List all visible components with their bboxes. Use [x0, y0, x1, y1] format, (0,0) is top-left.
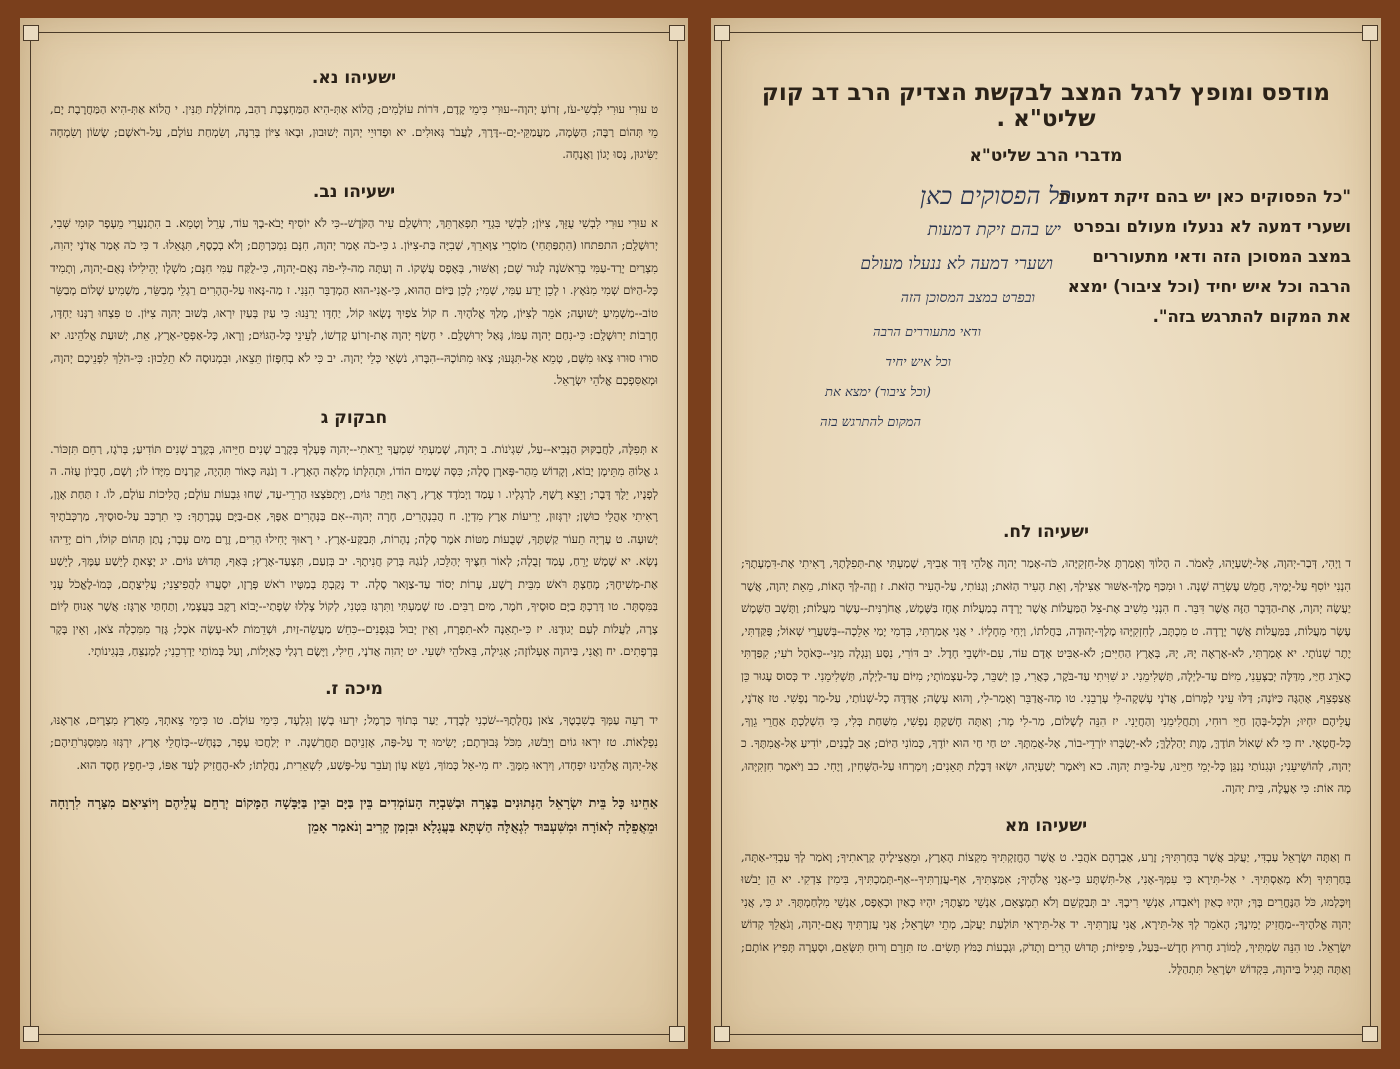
left-page	[20, 18, 688, 1049]
handwritten-line: יש בהם זיקת דמעות	[927, 220, 1061, 240]
border-corner	[1362, 25, 1378, 41]
border-corner	[23, 1026, 39, 1042]
handwritten-line: וכל איש יחיד	[885, 355, 951, 370]
handwritten-line: ודאי מתעוררים הרבה	[872, 325, 981, 340]
section-heading: ישעיהו לח.	[1002, 522, 1090, 542]
border-corner	[669, 1026, 685, 1042]
handwritten-line: (וכל ציבור) ימצא את	[825, 385, 931, 400]
border-corner	[1362, 1026, 1378, 1042]
rabbi-quote: "כל הפסוקים כאן יש בהם זיקת דמעות ושערי דמעה לא ננעלו מעולם ובפרט במצב המסוכן הזה ודאי מתעוררים הרבה וכל איש יחיד (וכל ציבור) ימצא את המקום להתרגש בזה".	[1059, 187, 1351, 326]
left-page-content	[50, 68, 658, 1019]
section-heading: חבקוק ג	[320, 407, 388, 428]
closing-prayer: אַחֵינוּ כָּל בֵּית יִשְׂרָאֵל הַנְּתוּנִים בַּצָּרָה וּבַשִּׁבְיָה הָעוֹמְדִים בֵּין בַּיָּם וּבֵין בַּיַּבָּשָׁה הַמָּקוֹם יְרַחֵם עֲלֵיהֶם וְיוֹצִיאֵם מִצָּרָה לִרְוָחָה וּמֵאֲפֵלָה לְאוֹרָה וּמִשִּׁעְבּוּד לִגְאֻלָּה הַשְׁתָּא בַּעֲגָלָא וּבִזְמַן קָרִיב וְנֹאמַר אָמֵן	[50, 796, 658, 835]
right-page	[711, 18, 1381, 1049]
handwritten-line: כל הפסוקים כאן	[919, 182, 1071, 210]
right-page-content	[741, 58, 1351, 1019]
quote-block	[741, 182, 1351, 482]
handwritten-note	[781, 182, 1071, 472]
section-text: ט עוּרִי עוּרִי לִבְשִׁי-עֹז, זְרוֹעַ יְהוָה--עוּרִי כִּימֵי קֶדֶם, דֹּרוֹת עוֹלָמִים; הֲלוֹא אַתְּ-הִיא הַמַּחְצֶבֶת רַהַב, מְחוֹלֶלֶת תַּנִּין. י הֲלוֹא אַתְּ-הִיא הַמַּחֲרֶבֶת יָם, מֵי תְּהוֹם רַבָּה; הַשָּׂמָה, מַעֲמַקֵּי-יָם--דֶּרֶךְ, לַעֲבֹר גְּאוּלִים. יא וּפְדוּיֵי יְהוָה יְשׁוּבוּן, וּבָאוּ צִיּוֹן בְּרִנָּה, וְשִׂמְחַת עוֹלָם, עַל-רֹאשָׁם; שָׂשׂוֹן וְשִׂמְחָה יַשִּׂיגוּן, נָסוּ יָגוֹן וַאֲנָחָה.	[50, 102, 658, 161]
border-corner	[23, 25, 39, 41]
page-title: מודפס ומופץ לרגל המצב לבקשת הצדיק הרב דב קוק שליט"א .	[761, 80, 1331, 132]
section-heading: ישעיהו מא	[1004, 815, 1088, 836]
section-text: יד רְעֵה עַמְּךָ בְשִׁבְטֶךָ, צֹאן נַחֲלָתֶךָ--שֹׁכְנִי לְבָדָד, יַעַר בְּתוֹךְ כַּרְמֶל; יִרְעוּ בָשָׁן וְגִלְעָד, כִּימֵי עוֹלָם. טו כִּימֵי צֵאתְךָ, מֵאֶרֶץ מִצְרָיִם, אַרְאֶנּוּ, נִפְלָאוֹת. טז יִרְאוּ גוֹיִם וְיֵבֹשׁוּ, מִכֹּל גְּבוּרָתָם; יָשִׂימוּ יָד עַל-פֶּה, אָזְנֵיהֶם תֶּחֱרַשְׁנָה. יז יְלַחֲכוּ עָפָר, כַּנָּחָשׁ--כְּזֹחֲלֵי אֶרֶץ, יִרְגְּזוּ מִמִּסְגְּרֹתֵיהֶם; אֶל-יְהוָה אֱלֹהֵינוּ יִפְחָדוּ, וְיִרְאוּ מִמֶּךָּ. יח מִי-אֵל כָּמוֹךָ, נֹשֵׂא עָוֹן וְעֹבֵר עַל-פֶּשַׁע, לִשְׁאֵרִית, נַחֲלָתוֹ; לֹא-הֶחֱזִיק לָעַד אַפּוֹ, כִּי-חָפֵץ חֶסֶד הוּא.	[50, 712, 658, 772]
section-text: ד וַיְהִי, דְּבַר-יְהוָה, אֶל-יְשַׁעְיָהוּ, לֵאמֹר. ה הָלוֹךְ וְאָמַרְתָּ אֶל-חִזְקִיָּהוּ, כֹּה-אָמַר יְהוָה אֱלֹהֵי דָּוִד אָבִיךָ, שָׁמַעְתִּי אֶת-תְּפִלָּתֶךָ, רָאִיתִי אֶת-דִּמְעָתֶךָ; הִנְנִי יוֹסִף עַל-יָמֶיךָ, חֲמֵשׁ עֶשְׂרֵה שָׁנָה. ו וּמִכַּף מֶלֶךְ-אַשּׁוּר אַצִּילְךָ, וְאֵת הָעִיר הַזֹּאת; וְגַנּוֹתִי, עַל-הָעִיר הַזֹּאת. ז וְזֶה-לְּךָ הָאוֹת, מֵאֵת יְהוָה, אֲשֶׁר יַעֲשֶׂה יְהוָה, אֶת-הַדָּבָר הַזֶּה אֲשֶׁר דִּבֵּר. ח הִנְנִי מֵשִׁיב אֶת-צֵל הַמַּעֲלוֹת אֲשֶׁר יָרְדָה בְמַעֲלוֹת אָחָז בַּשֶּׁמֶשׁ, אֲחֹרַנִּית--עֶשֶׂר מַעֲלוֹת; וַתָּשָׁב הַשֶּׁמֶשׁ עֶשֶׂר מַעֲלוֹת, בַּמַּעֲלוֹת אֲשֶׁר יָרָדָה. ט מִכְתָּב, לְחִזְקִיָּהוּ מֶלֶךְ-יְהוּדָה, בַּחֲלֹתוֹ, וַיְחִי מֵחָלְיוֹ. י אֲנִי אָמַרְתִּי, בִּדְמִי יָמַי אֵלֵכָה--בְּשַׁעֲרֵי שְׁאוֹל; פֻּקַּדְתִּי, יֶתֶר שְׁנוֹתָי. יא אָמַרְתִּי, לֹא-אֶרְאֶה יָהּ, יָהּ, בְּאֶרֶץ הַחַיִּים; לֹא-אַבִּיט אָדָם עוֹד, עִם-יוֹשְׁבֵי חָדֶל. יב דּוֹרִי, נִסַּע וְנִגְלָה מִנִּי--כְּאֹהֶל רֹעִי; קִפַּדְתִּי כָאֹרֵג חַיַּי, מִדַּלָּה יְבַצְּעֵנִי, מִיּוֹם עַד-לַיְלָה, תַּשְׁלִימֵנִי. יג שִׁוִּיתִי עַד-בֹּקֶר, כָּאֲרִי, כֵּן יְשַׁבֵּר, כָּל-עַצְמוֹתָי; מִיּוֹם עַד-לַיְלָה, תַּשְׁלִימֵנִי. יד כְּסוּס עָגוּר כֵּן אֲצַפְצֵף, אֶהְגֶּה כַּיּוֹנָה; דַּלּוּ עֵינַי לַמָּרוֹם, אֲדֹנָי עָשְׁקָה-לִּי עָרְבֵנִי. טו מָה-אֲדַבֵּר וְאָמַר-לִי, וְהוּא עָשָׂה; אֶדַּדֶּה כָל-שְׁנוֹתַי, עַל-מַר נַפְשִׁי. טז אֲדֹנָי, עֲלֵיהֶם יִחְיוּ; וּלְכָל-בָּהֶן חַיֵּי רוּחִי, וְתַחֲלִימֵנִי וְהַחֲיֵנִי. יז הִנֵּה לְשָׁלוֹם, מַר-לִי מָר; וְאַתָּה חָשַׁקְתָּ נַפְשִׁי, מִשַּׁחַת בְּלִי, כִּי הִשְׁלַכְתָּ אַחֲרֵי גֵוְךָ, כָּל-חֲטָאָי. יח כִּי לֹא שְׁאוֹל תּוֹדֶךָּ, מָוֶת יְהַלְלֶךָּ; לֹא-יְשַׂבְּרוּ יוֹרְדֵי-בוֹר, אֶל-אֲמִתֶּךָ. יט חַי חַי הוּא יוֹדֶךָ, כָּמוֹנִי הַיּוֹם; אָב לְבָנִים, יוֹדִיעַ אֶל-אֲמִתֶּךָ. כ יְהוָה, לְהוֹשִׁיעֵנִי; וּנְגִנוֹתַי נְנַגֵּן כָּל-יְמֵי חַיֵּינוּ, עַל-בֵּית יְהוָה. כא וַיֹּאמֶר יְשַׁעְיָהוּ, יִשְׂאוּ דְּבֶלֶת תְּאֵנִים; וְיִמְרְחוּ עַל-הַשְּׁחִין, וְיֶחִי. כב וַיֹּאמֶר חִזְקִיָּהוּ, מָה אוֹת: כִּי אֶעֱלֶה, בֵּית יְהוָה.	[741, 556, 1352, 795]
border-corner	[669, 25, 685, 41]
handwritten-line: המקום להתרגש בזה	[820, 415, 921, 430]
section-heading: ישעיהו נא.	[311, 68, 397, 88]
section-text: ח וְאַתָּה יִשְׂרָאֵל עַבְדִּי, יַעֲקֹב אֲשֶׁר בְּחַרְתִּיךָ; זֶרַע, אַבְרָהָם אֹהֲבִי. ט אֲשֶׁר הֶחֱזַקְתִּיךָ מִקְצוֹת הָאָרֶץ, וּמֵאֲצִילֶיהָ קְרָאתִיךָ; וָאֹמַר לְךָ עַבְדִּי-אַתָּה, בְּחַרְתִּיךָ וְלֹא מְאַסְתִּיךָ. י אַל-תִּירָא כִּי עִמְּךָ-אָנִי, אַל-תִּשְׁתָּע כִּי-אֲנִי אֱלֹהֶיךָ; אִמַּצְתִּיךָ, אַף-עֲזַרְתִּיךָ--אַף-תְּמַכְתִּיךָ, בִּימִין צִדְקִי. יא הֵן יֵבֹשׁוּ וְיִכָּלְמוּ, כֹּל הַנֶּחֱרִים בָּךְ; יִהְיוּ כְאַיִן וְיֹאבְדוּ, אַנְשֵׁי רִיבֶךָ. יב תְּבַקְשֵׁם וְלֹא תִמְצָאֵם, אַנְשֵׁי מַצֻּתֶךָ; יִהְיוּ כְאַיִן וּכְאֶפֶס, אַנְשֵׁי מִלְחַמְתֶּךָ. יג כִּי, אֲנִי יְהוָה אֱלֹהֶיךָ--מַחֲזִיק יְמִינֶךָ; הָאֹמֵר לְךָ אַל-תִּירָא, אֲנִי עֲזַרְתִּיךָ. יד אַל-תִּירְאִי תּוֹלַעַת יַעֲקֹב, מְתֵי יִשְׂרָאֵל; אֲנִי עֲזַרְתִּיךְ נְאֻם-יְהוָה, וְגֹאֲלֵךְ קְדוֹשׁ יִשְׂרָאֵל. טו הִנֵּה שַׂמְתִּיךְ, לְמוֹרַג חָרוּץ חָדָשׁ--בַּעַל, פִּיפִיּוֹת; תָּדוּשׁ הָרִים וְתָדֹק, וּגְבָעוֹת כַּמֹּץ תָּשִׂים. טז תִּזְרֵם וְרוּחַ תִּשָּׂאֵם, וּסְעָרָה תָּפִיץ אוֹתָם; וְאַתָּה תָּגִיל בַּיהוָה, בִּקְדוֹשׁ יִשְׂרָאֵל תִּתְהַלָּל.	[741, 849, 1351, 976]
section-text: א תְּפִלָּה, לַחֲבַקּוּק הַנָּבִיא--עַל, שִׁגְיֹנוֹת. ב יְהוָה, שָׁמַעְתִּי שִׁמְעֲךָ יָרֵאתִי--יְהוָה פָּעָלְךָ בְּקֶרֶב שָׁנִים חַיֵּיהוּ, בְּקֶרֶב שָׁנִים תּוֹדִיעַ; בְּרֹגֶז, רַחֵם תִּזְכּוֹר. ג אֱלוֹהַּ מִתֵּימָן יָבוֹא, וְקָדוֹשׁ מֵהַר-פָּארָן סֶלָה; כִּסָּה שָׁמַיִם הוֹדוֹ, וּתְהִלָּתוֹ מָלְאָה הָאָרֶץ. ד וְנֹגַהּ כָּאוֹר תִּהְיֶה, קַרְנַיִם מִיָּדוֹ לוֹ; וְשָׁם, חֶבְיוֹן עֻזֹּה. ה לְפָנָיו, יֵלֶךְ דָּבֶר; וְיֵצֵא רֶשֶׁף, לְרַגְלָיו. ו עָמַד וַיְמֹדֶד אֶרֶץ, רָאָה וַיַּתֵּר גּוֹיִם, וַיִּתְפֹּצְצוּ הַרְרֵי-עַד, שַׁחוּ גִּבְעוֹת עוֹלָם; הֲלִיכוֹת עוֹלָם, לוֹ. ז תַּחַת אָוֶן, רָאִיתִי אָהֳלֵי כוּשָׁן; יִרְגְּזוּן, יְרִיעוֹת אֶרֶץ מִדְיָן. ח הֲבִנְהָרִים, חָרָה יְהוָה--אִם בַּנְּהָרִים אַפֶּךָ, אִם-בַּיָּם עֶבְרָתֶךָ: כִּי תִרְכַּב עַל-סוּסֶיךָ, מַרְכְּבֹתֶיךָ יְשׁוּעָה. ט עֶרְיָה תֵעוֹר קַשְׁתֶּךָ, שְׁבֻעוֹת מַטּוֹת אֹמֶר סֶלָה; נְהָרוֹת, תְּבַקַּע-אָרֶץ. י רָאוּךָ יָחִילוּ הָרִים, זֶרֶם מַיִם עָבָר; נָתַן תְּהוֹם קוֹלוֹ, רוֹם יָדֵיהוּ נָשָׂא. יא שֶׁמֶשׁ יָרֵחַ, עָמַד זְבֻלָה; לְאוֹר חִצֶּיךָ יְהַלֵּכוּ, לְנֹגַהּ בְּרַק חֲנִיתֶךָ. יב בְּזַעַם, תִּצְעַד-אָרֶץ; בְּאַף, תָּדוּשׁ גּוֹיִם. יג יָצָאתָ לְיֵשַׁע עַמֶּךָ, לְיֵשַׁע אֶת-מְשִׁיחֶךָ; מָחַצְתָּ רֹּאשׁ מִבֵּית רָשָׁע, עָרוֹת יְסוֹד עַד-צַוָּאר סֶלָה. יד נָקַבְתָּ בְמַטָּיו רֹאשׁ פְּרָזָו, יִסְעֲרוּ לַהֲפִיצֵנִי; עֲלִיצֻתָם, כְּמוֹ-לֶאֱכֹל עָנִי בַּמִּסְתָּר. טו דָּרַכְתָּ בַיָּם סוּסֶיךָ, חֹמֶר, מַיִם רַבִּים. טז שָׁמַעְתִּי וַתִּרְגַּז בִּטְנִי, לְקוֹל צָלְלוּ שְׂפָתַי--יָבוֹא רָקָב בַּעֲצָמַי, וְתַחְתַּי אֶרְגָּז: אֲשֶׁר אָנוּחַ לְיוֹם צָרָה, לַעֲלוֹת לְעַם יְגוּדֶנּוּ. יז כִּי-תְאֵנָה לֹא-תִפְרָח, וְאֵין יְבוּל בַּגְּפָנִים--כִּחֵשׁ מַעֲשֵׂה-זַיִת, וּשְׁדֵמוֹת לֹא-עָשָׂה אֹכֶל; גָּזַר מִמִּכְלָה צֹאן, וְאֵין בָּקָר בָּרְפָתִים. יח וַאֲנִי, בַּיהוָה אֶעְלוֹזָה; אָגִילָה, בֵּאלֹהֵי יִשְׁעִי. יט יְהוִה אֲדֹנָי, חֵילִי, וַיָּשֶׂם רַגְלַי כָּאַיָּלוֹת, וְעַל בָּמוֹתַי יַדְרִכֵנִי; לַמְנַצֵּחַ, בִּנְגִינוֹתָי.	[50, 441, 658, 658]
section-heading: מיכה ז.	[325, 678, 383, 699]
border-corner	[714, 25, 730, 41]
handwritten-line: ובפרט במצב המסוכן הזה	[900, 290, 1035, 306]
section-text: א עוּרִי עוּרִי לִבְשִׁי עֻזֵּךְ, צִיּוֹן; לִבְשִׁי בִּגְדֵי תִפְאַרְתֵּךְ, יְרוּשָׁלִַם עִיר הַקֹּדֶשׁ--כִּי לֹא יוֹסִיף יָבֹא-בָךְ עוֹד, עָרֵל וְטָמֵא. ב הִתְנַעֲרִי מֵעָפָר קוּמִי שְּׁבִי, יְרוּשָׁלִָם; התפתחו (הִתְפַּתְּחִי) מוֹסְרֵי צַוָּארֵךְ, שְׁבִיָּה בַּת-צִיּוֹן. ג כִּי-כֹה אָמַר יְהוָה, חִנָּם נִמְכַּרְתֶּם; וְלֹא בְכֶסֶף, תִּגָּאֵלוּ. ד כִּי כֹה אָמַר אֲדֹנָי יְהוִה, מִצְרַיִם יָרַד-עַמִּי בָרִאשֹׁנָה לָגוּר שָׁם; וְאַשּׁוּר, בְּאֶפֶס עֲשָׁקוֹ. ה וְעַתָּה מַה-לִּי-פֹה נְאֻם-יְהוָה, כִּי-לֻקַּח עַמִּי חִנָּם; מֹשְׁלָו יְהֵילִילוּ נְאֻם-יְהוָה, וְתָמִיד כָּל-הַיּוֹם שְׁמִי מִנֹּאָץ. ו לָכֵן יֵדַע עַמִּי, שְׁמִי; לָכֵן בַּיּוֹם הַהוּא, כִּי-אֲנִי-הוּא הַמְדַבֵּר הִנֵּנִי. ז מַה-נָּאווּ עַל-הֶהָרִים רַגְלֵי מְבַשֵּׂר, מַשְׁמִיעַ שָׁלוֹם מְבַשֵּׂר טוֹב--מַשְׁמִיעַ יְשׁוּעָה; אֹמֵר לְצִיּוֹן, מָלַךְ אֱלֹהָיִךְ. ח קוֹל צֹפַיִךְ נָשְׂאוּ קוֹל, יַחְדָּו יְרַנֵּנוּ: כִּי עַיִן בְּעַיִן יִרְאוּ, בְּשׁוּב יְהוָה צִיּוֹן. ט פִּצְחוּ רַנְּנוּ יַחְדָּו, חָרְבוֹת יְרוּשָׁלִָם: כִּי-נִחַם יְהוָה עַמּוֹ, גָּאַל יְרוּשָׁלִָם. י חָשַׂף יְהוָה אֶת-זְרוֹעַ קָדְשׁוֹ, לְעֵינֵי כָּל-הַגּוֹיִם; וְרָאוּ, כָּל-אַפְסֵי-אָרֶץ, אֵת, יְשׁוּעַת אֱלֹהֵינוּ. יא סוּרוּ סוּרוּ צְאוּ מִשָּׁם, טָמֵא אַל-תִּגָּעוּ; צְאוּ מִתּוֹכָהּ--הִבָּרוּ, נֹשְׂאֵי כְּלֵי יְהוָה. יב כִּי לֹא בְחִפָּזוֹן תֵּצֵאוּ, וּבִמְנוּסָה לֹא תֵלֵכוּן: כִּי-הֹלֵךְ לִפְנֵיכֶם יְהוָה, וּמְאַסִּפְכֶם אֱלֹהֵי יִשְׂרָאֵל.	[50, 215, 659, 387]
page-subtitle: מדברי הרב שליט"א	[969, 146, 1123, 166]
section-heading: ישעיהו נב.	[312, 181, 396, 202]
border-corner	[714, 1026, 730, 1042]
handwritten-line: ושערי דמעה לא ננעלו מעולם	[860, 254, 1053, 274]
